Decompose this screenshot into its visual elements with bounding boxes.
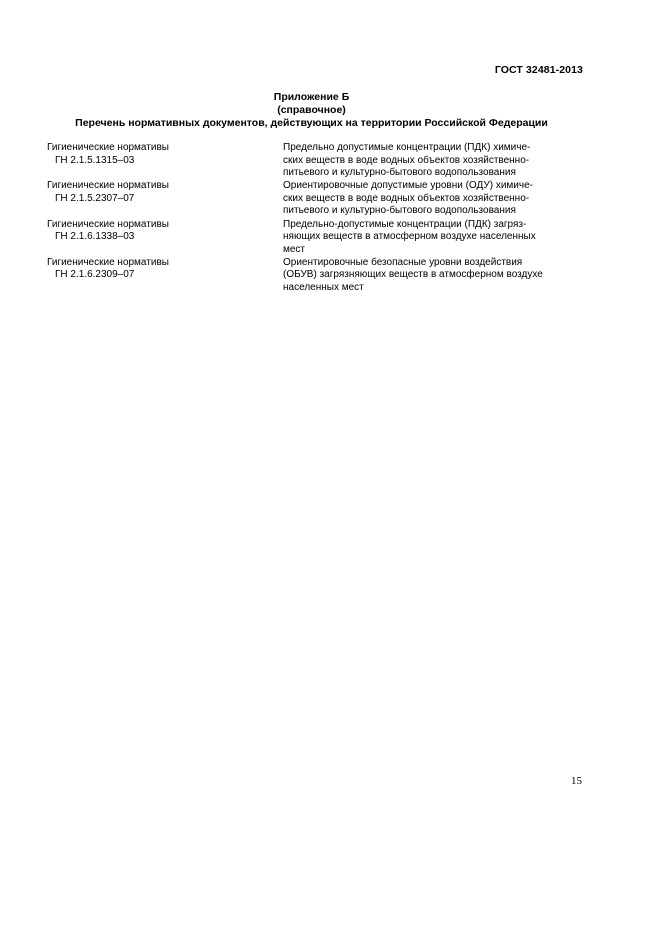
document-category: Гигиенические нормативы	[47, 180, 169, 192]
document-description	[283, 142, 587, 180]
description-line: няющих веществ в атмосферном воздухе населенных	[283, 231, 536, 243]
description-line: населенных мест	[283, 282, 364, 294]
document-code-number: ГН 2.1.5.1315–03	[55, 154, 135, 166]
document-code-number: ГН 2.1.6.2309–07	[55, 269, 135, 281]
document-code-number: ГН 2.1.6.1338–03	[55, 231, 135, 243]
document-description	[283, 257, 587, 295]
appendix-type: (справочное)	[277, 104, 346, 116]
description-line: Предельно допустимые концентрации (ПДК) химиче-	[283, 142, 531, 153]
description-line: Ориентировочные допустимые уровни (ОДУ) химиче-	[283, 180, 533, 192]
description-line: (ОБУВ) загрязняющих веществ в атмосферном воздухе	[283, 269, 543, 281]
description-line: мест	[283, 243, 306, 255]
document-category: Гигиенические нормативы	[47, 142, 169, 153]
list-item	[47, 142, 587, 180]
document-category: Гигиенические нормативы	[47, 218, 169, 230]
document-category: Гигиенические нормативы	[47, 256, 169, 268]
description-line: питьевого и культурно-бытового водопользования	[283, 167, 516, 179]
document-description	[283, 219, 587, 257]
document-reference	[47, 219, 283, 257]
document-code: ГОСТ 32481-2013	[494, 64, 583, 76]
document-reference	[47, 257, 283, 295]
list-item	[47, 180, 587, 218]
document-reference	[47, 180, 283, 218]
document-reference	[47, 142, 283, 180]
normative-documents-list	[47, 142, 587, 295]
appendix-title: Перечень нормативных документов, действующих на территории Российской Федерации	[75, 117, 548, 129]
document-description	[283, 180, 587, 218]
list-item	[47, 219, 587, 257]
document-code-number: ГН 2.1.5.2307–07	[55, 192, 135, 204]
description-line: питьевого и культурно-бытового водопользования	[283, 205, 516, 217]
description-line: ских веществ в воде водных объектов хозяйственно-	[283, 192, 530, 204]
description-line: ских веществ в воде водных объектов хозяйственно-	[283, 154, 530, 166]
appendix-label: Приложение Б	[273, 91, 350, 103]
description-line: Ориентировочные безопасные уровни воздействия	[283, 256, 523, 268]
description-line: Предельно-допустимые концентрации (ПДК) загряз-	[283, 218, 527, 230]
list-item	[47, 257, 587, 295]
page-number: 15	[571, 775, 582, 787]
